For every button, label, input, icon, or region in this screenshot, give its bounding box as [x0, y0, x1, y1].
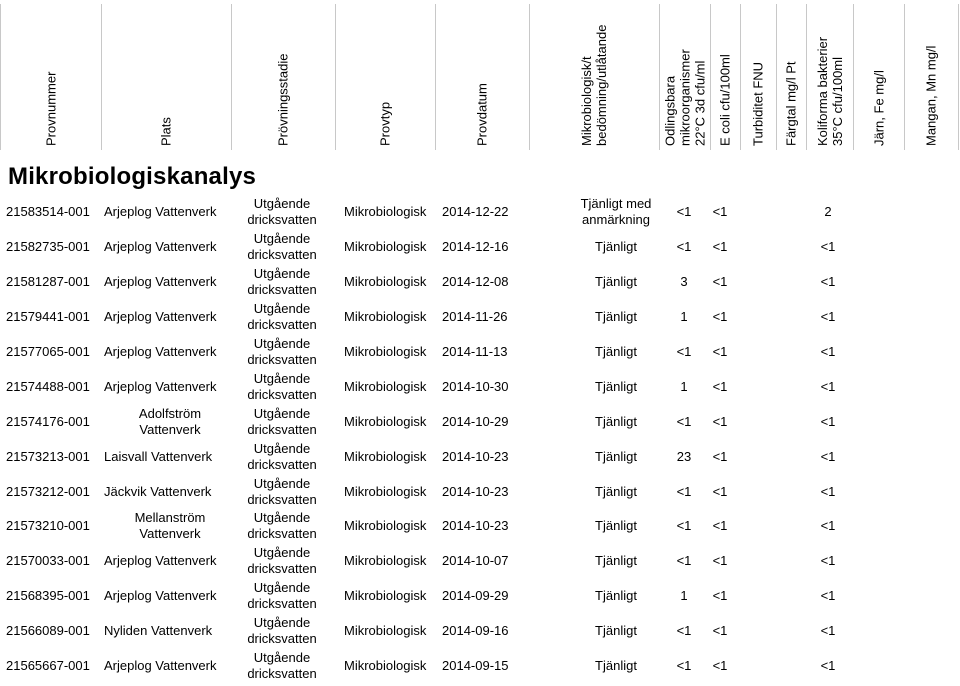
row-provtyp: Mikrobiologisk: [344, 658, 427, 674]
row-provningsstadie: Utgående dricksvatten: [247, 301, 317, 333]
row-ecoli: <1: [712, 518, 728, 534]
row-provnummer: 21582735-001: [6, 239, 90, 255]
row-odlingsbara: 1: [680, 378, 688, 394]
row-provningsstadie: Utgående dricksvatten: [247, 266, 317, 298]
header-plats: [100, 4, 232, 150]
header-jarn: [853, 4, 905, 150]
header-label: Plats: [158, 117, 173, 146]
row-odlingsbara: <1: [676, 413, 692, 429]
row-ecoli: <1: [712, 553, 728, 569]
row-provnummer: 21574488-001: [6, 378, 90, 394]
table-row: [0, 544, 960, 579]
row-plats: Jäckvik Vattenverk: [104, 483, 212, 499]
section-title: Mikrobiologiskanalys: [8, 163, 257, 190]
row-odlingsbara: 1: [680, 588, 688, 604]
row-ecoli: <1: [712, 413, 728, 429]
row-provdatum: 2014-12-08: [442, 274, 509, 290]
row-koliforma: <1: [820, 588, 836, 604]
row-provningsstadie: Utgående dricksvatten: [247, 196, 317, 228]
row-odlingsbara: <1: [676, 483, 692, 499]
row-bedomning: Tjänligt: [595, 274, 637, 290]
header-ecoli: [710, 4, 741, 150]
row-plats: Arjeplog Vattenverk: [104, 658, 217, 674]
row-bedomning: Tjänligt: [595, 483, 637, 499]
row-plats: Arjeplog Vattenverk: [104, 204, 217, 220]
header-label: Mikrobiologisk/t bedömning/utlåtande: [579, 24, 609, 146]
row-provdatum: 2014-10-23: [442, 483, 509, 499]
row-provdatum: 2014-09-16: [442, 623, 509, 639]
row-bedomning: Tjänligt: [595, 448, 637, 464]
row-provnummer: 21565667-001: [6, 658, 90, 674]
row-ecoli: <1: [712, 274, 728, 290]
header-label: E coli cfu/100ml: [717, 54, 733, 146]
row-odlingsbara: 1: [680, 309, 688, 325]
row-provdatum: 2014-09-15: [442, 658, 509, 674]
row-koliforma: 2: [824, 204, 832, 220]
row-ecoli: <1: [712, 658, 728, 674]
row-provningsstadie: Utgående dricksvatten: [247, 370, 317, 402]
row-provnummer: 21574176-001: [6, 413, 90, 429]
row-provtyp: Mikrobiologisk: [344, 274, 427, 290]
row-bedomning: Tjänligt med anmärkning: [580, 196, 652, 228]
row-bedomning: Tjänligt: [595, 378, 637, 394]
table-header: [0, 0, 960, 160]
header-turbiditet: [740, 4, 777, 150]
header-label: Provdatum: [474, 83, 490, 146]
row-odlingsbara: <1: [676, 518, 692, 534]
header-mangan: [904, 4, 959, 150]
row-provnummer: 21583514-001: [6, 204, 90, 220]
row-koliforma: <1: [820, 518, 836, 534]
row-bedomning: Tjänligt: [595, 239, 637, 255]
row-provtyp: Mikrobiologisk: [344, 448, 427, 464]
row-provnummer: 21568395-001: [6, 588, 90, 604]
table-row: [0, 404, 960, 439]
row-plats: Laisvall Vattenverk: [104, 448, 213, 464]
row-plats: Mellanström Vattenverk: [134, 510, 206, 542]
row-provningsstadie: Utgående dricksvatten: [247, 510, 317, 542]
row-bedomning: Tjänligt: [595, 344, 637, 359]
row-provtyp: Mikrobiologisk: [344, 623, 427, 639]
row-provtyp: Mikrobiologisk: [344, 204, 427, 220]
row-ecoli: <1: [712, 448, 728, 464]
header-label: Provtyp: [377, 101, 393, 146]
row-ecoli: <1: [712, 309, 728, 325]
header-label: Koliforma bakterier 35°C cfu/100ml: [814, 36, 845, 146]
header-label: Provnummer: [43, 71, 59, 146]
row-provdatum: 2014-10-30: [442, 378, 509, 394]
row-provdatum: 2014-09-29: [442, 588, 509, 604]
row-koliforma: <1: [820, 483, 836, 499]
row-plats: Adolfström Vattenverk: [138, 405, 202, 437]
row-odlingsbara: 23: [676, 448, 692, 464]
row-provningsstadie: Utgående dricksvatten: [247, 231, 317, 263]
row-bedomning: Tjänligt: [595, 588, 637, 604]
row-plats: Arjeplog Vattenverk: [104, 344, 217, 359]
table-row: [0, 649, 960, 684]
row-provnummer: 21573210-001: [6, 518, 90, 534]
row-plats: Arjeplog Vattenverk: [104, 553, 217, 569]
header-label: Odlingsbara mikroorganismer 22°C 3d cfu/ml: [662, 49, 707, 146]
row-provtyp: Mikrobiologisk: [344, 378, 427, 394]
row-koliforma: <1: [820, 274, 836, 290]
row-plats: Arjeplog Vattenverk: [104, 239, 217, 255]
row-koliforma: <1: [820, 413, 836, 429]
row-plats: Arjeplog Vattenverk: [104, 588, 217, 604]
row-provdatum: 2014-12-22: [442, 204, 509, 220]
row-bedomning: Tjänligt: [595, 518, 637, 534]
header-label: Färgtal mg/l Pt: [783, 61, 799, 146]
row-provningsstadie: Utgående dricksvatten: [247, 405, 317, 437]
row-koliforma: <1: [820, 553, 836, 569]
row-koliforma: <1: [820, 239, 836, 255]
row-provtyp: Mikrobiologisk: [344, 553, 427, 569]
row-provdatum: 2014-10-29: [442, 413, 509, 429]
header-label: Järn, Fe mg/l: [871, 70, 886, 146]
row-provningsstadie: Utgående dricksvatten: [247, 650, 317, 682]
table-row: [0, 265, 960, 300]
row-provdatum: 2014-11-26: [442, 309, 508, 325]
row-koliforma: <1: [820, 309, 836, 325]
row-ecoli: <1: [712, 239, 728, 255]
row-bedomning: Tjänligt: [595, 553, 637, 569]
row-provtyp: Mikrobiologisk: [344, 518, 427, 534]
row-odlingsbara: <1: [676, 623, 692, 639]
row-koliforma: <1: [820, 623, 836, 639]
row-odlingsbara: <1: [676, 344, 692, 359]
header-provningsstadie: [231, 4, 336, 150]
row-provtyp: Mikrobiologisk: [344, 239, 427, 255]
row-koliforma: <1: [820, 378, 836, 394]
table-row: [0, 230, 960, 265]
row-plats: Arjeplog Vattenverk: [104, 378, 217, 394]
row-koliforma: <1: [820, 344, 836, 359]
row-provdatum: 2014-10-23: [442, 518, 509, 534]
table-row: [0, 195, 960, 230]
row-ecoli: <1: [712, 588, 728, 604]
row-ecoli: <1: [712, 623, 728, 639]
row-provningsstadie: Utgående dricksvatten: [247, 475, 317, 507]
header-provdatum: [435, 4, 530, 150]
header-odlingsbara: [659, 4, 711, 150]
table-row: [0, 579, 960, 614]
row-provtyp: Mikrobiologisk: [344, 413, 427, 429]
header-provtyp: [335, 4, 436, 150]
header-koliforma: [806, 4, 854, 150]
table-row: [0, 614, 960, 649]
row-provnummer: 21570033-001: [6, 553, 90, 569]
row-bedomning: Tjänligt: [595, 309, 637, 325]
row-ecoli: <1: [712, 344, 728, 359]
table-body: [0, 195, 960, 683]
row-provtyp: Mikrobiologisk: [344, 483, 427, 499]
header-fargtal: [776, 4, 807, 150]
table-row: [0, 300, 960, 335]
header-provnummer: [0, 4, 102, 150]
row-provtyp: Mikrobiologisk: [344, 309, 427, 325]
row-plats: Arjeplog Vattenverk: [104, 274, 217, 290]
row-provningsstadie: Utgående dricksvatten: [247, 580, 317, 612]
row-provningsstadie: Utgående dricksvatten: [247, 615, 317, 647]
table-row: [0, 509, 960, 544]
row-koliforma: <1: [820, 658, 836, 674]
row-odlingsbara: <1: [676, 658, 692, 674]
header-label: Prövningsstadie: [275, 53, 291, 146]
table-row: [0, 439, 960, 474]
row-bedomning: Tjänligt: [595, 413, 637, 429]
table-row: [0, 474, 960, 509]
row-provningsstadie: Utgående dricksvatten: [247, 545, 317, 577]
row-provningsstadie: Utgående dricksvatten: [247, 440, 317, 472]
row-provtyp: Mikrobiologisk: [344, 588, 427, 604]
row-provnummer: 21573213-001: [6, 448, 90, 464]
row-odlingsbara: <1: [676, 239, 692, 255]
header-bedomning: [529, 4, 660, 150]
row-provnummer: 21577065-001: [6, 344, 90, 359]
row-ecoli: <1: [712, 483, 728, 499]
row-plats: Arjeplog Vattenverk: [104, 309, 217, 325]
row-provningsstadie: Utgående dricksvatten: [247, 336, 317, 367]
row-bedomning: Tjänligt: [595, 658, 637, 674]
row-ecoli: <1: [712, 378, 728, 394]
row-ecoli: <1: [712, 204, 728, 220]
row-provdatum: 2014-12-16: [442, 239, 509, 255]
row-provnummer: 21566089-001: [6, 623, 90, 639]
row-provdatum: 2014-11-13: [442, 344, 508, 359]
row-provnummer: 21573212-001: [6, 483, 90, 499]
row-provdatum: 2014-10-07: [442, 553, 509, 569]
row-provdatum: 2014-10-23: [442, 448, 509, 464]
row-provnummer: 21579441-001: [6, 309, 90, 325]
header-label: Turbiditet FNU: [750, 61, 766, 146]
header-label: Mangan, Mn mg/l: [923, 45, 939, 146]
row-provnummer: 21581287-001: [6, 274, 90, 290]
table-row: [0, 369, 960, 404]
row-plats: Nyliden Vattenverk: [104, 623, 213, 639]
row-odlingsbara: <1: [676, 204, 692, 220]
row-odlingsbara: <1: [676, 553, 692, 569]
row-provtyp: Mikrobiologisk: [344, 344, 427, 359]
row-koliforma: <1: [820, 448, 836, 464]
row-bedomning: Tjänligt: [595, 623, 637, 639]
row-odlingsbara: 3: [680, 274, 688, 290]
table-row: [0, 335, 960, 370]
